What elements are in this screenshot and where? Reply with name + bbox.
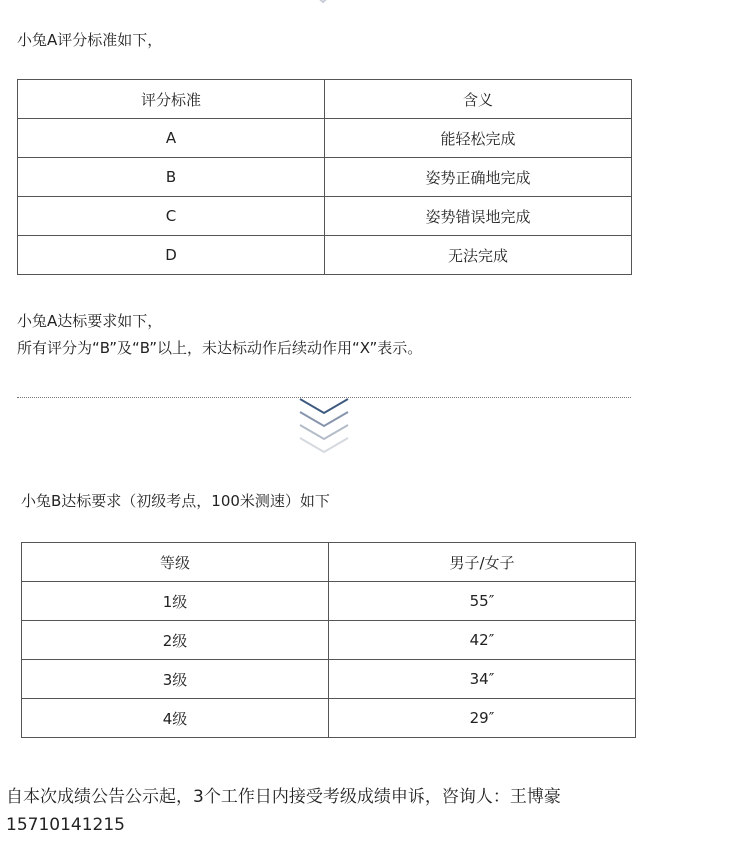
section-a-intro: 小兔A评分标准如下， <box>17 31 163 49</box>
table-row <box>22 699 636 738</box>
table-row <box>22 660 636 699</box>
table-row <box>22 621 636 660</box>
table-cell: 能轻松完成 <box>325 119 632 158</box>
table-cell: A <box>18 119 325 158</box>
table-row <box>18 236 632 275</box>
table-header-cell: 等级 <box>22 543 329 582</box>
scroll-down-chevrons-icon <box>298 396 350 458</box>
table-row <box>18 158 632 197</box>
table-cell: 3级 <box>22 660 329 699</box>
table-cell: 29″ <box>329 699 636 738</box>
section-a-requirement-line2: 所有评分为“B”及“B”以上，未达标动作后续动作用“X”表示。 <box>17 339 423 357</box>
top-chevron-icon <box>312 0 334 4</box>
table-header-row <box>18 80 632 119</box>
table-row <box>18 197 632 236</box>
table-header-row <box>22 543 636 582</box>
table-cell: 无法完成 <box>325 236 632 275</box>
table-cell: C <box>18 197 325 236</box>
table-header-cell: 含义 <box>325 80 632 119</box>
table-cell: 42″ <box>329 621 636 660</box>
table-cell: D <box>18 236 325 275</box>
section-a-requirement-line1: 小兔A达标要求如下， <box>17 312 163 330</box>
table-cell: 4级 <box>22 699 329 738</box>
table-cell: 姿势错误地完成 <box>325 197 632 236</box>
table-cell: 1级 <box>22 582 329 621</box>
table-cell: 2级 <box>22 621 329 660</box>
table-cell: B <box>18 158 325 197</box>
table-header-cell: 评分标准 <box>18 80 325 119</box>
table-cell: 姿势正确地完成 <box>325 158 632 197</box>
table-row <box>18 119 632 158</box>
table-cell: 55″ <box>329 582 636 621</box>
footer-notice: 自本次成绩公告公示起，3个工作日内接受考级成绩申诉，咨询人：王博豪 <box>6 787 561 807</box>
table-header-cell: 男子/女子 <box>329 543 636 582</box>
table-row <box>22 582 636 621</box>
section-b-intro: 小兔B达标要求（初级考点，100米测速）如下 <box>21 492 330 510</box>
section-b-table <box>21 542 636 738</box>
table-cell: 34″ <box>329 660 636 699</box>
section-a-table <box>17 79 632 275</box>
footer-phone: 15710141215 <box>6 815 125 835</box>
